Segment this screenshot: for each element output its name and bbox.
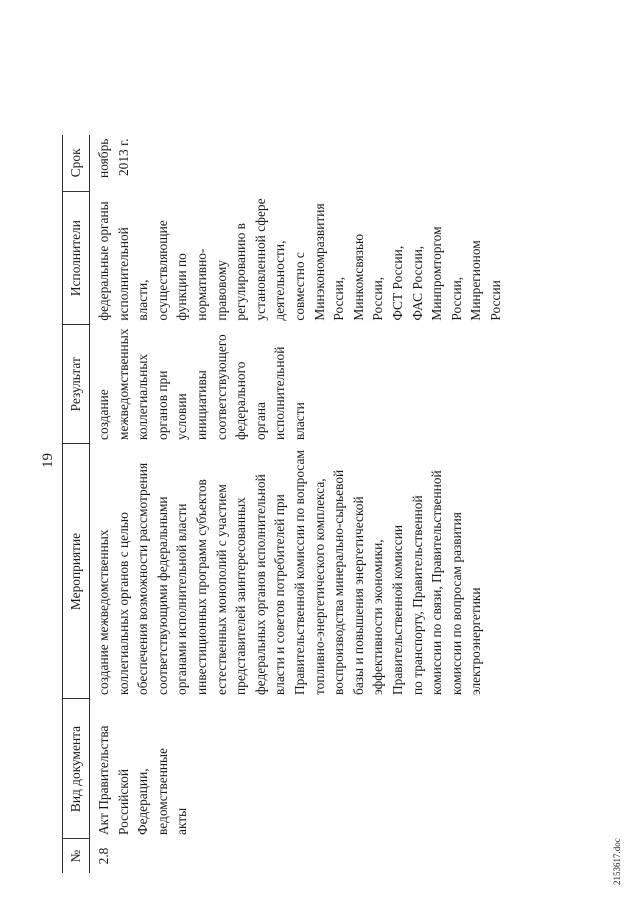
result-line: коллегиальных [135, 353, 151, 440]
executor-line: Минкомсвязью [350, 233, 366, 321]
result-line: инициативы [193, 370, 209, 440]
executor-line: совместно с [291, 252, 307, 321]
doc-type-line: акты [174, 807, 190, 835]
measure-line: инвестиционных программ субъектов [193, 479, 209, 695]
page-number: 19 [40, 453, 56, 468]
measure-line: власти и советов потребителей при [272, 494, 288, 695]
doc-type-line: Российской [115, 769, 131, 835]
executor-line: установленной сфере [252, 198, 268, 321]
measure-line: воспроизводства минерально-сырьевой [331, 469, 347, 695]
measure-line: органами исполнительной власти [174, 503, 190, 695]
result-line: создание [96, 389, 111, 440]
measure-line: комиссии по вопросам развития [448, 512, 464, 695]
header-executors: Исполнители [63, 192, 90, 325]
measures-table [62, 135, 505, 873]
executor-line: исполнительной [115, 227, 131, 321]
measure-line: базы и повышения энергетической [350, 496, 366, 695]
doc-type-line: ведомственные [154, 748, 170, 835]
executor-line: России [487, 280, 503, 321]
result-line: федерального [233, 361, 249, 440]
header-doc-type: Вид документа [63, 699, 90, 839]
table-header-row [63, 135, 90, 873]
result-cell [90, 325, 506, 444]
executor-line: нормативно- [193, 248, 209, 321]
executor-line: России, [370, 276, 386, 321]
measure-cell [90, 444, 506, 699]
measure-line: естественных монополий с участием [213, 484, 229, 695]
measure-line: по транспорту, Правительственной [409, 495, 425, 695]
doc-type-line: Федерации, [135, 768, 151, 835]
measure-line: электроэнергетики [468, 587, 484, 695]
measure-line: представителей заинтересованных [233, 497, 249, 695]
measure-line: Правительственной комиссии [389, 524, 405, 695]
table-row [90, 135, 506, 873]
measure-line: комиссии по связи, Правительственной [429, 470, 445, 695]
executor-line: деятельности, [272, 240, 288, 321]
executor-line: России, [448, 276, 464, 321]
result-line: органа [252, 402, 268, 440]
executor-line: Минрегионом [468, 240, 484, 321]
executor-line: ФАС России, [409, 245, 425, 321]
deadline-line: 2013 г. [115, 138, 131, 177]
deadline-line: ноябрь [96, 138, 111, 178]
measure-line: обеспечения возможности рассмотрения [135, 462, 151, 695]
measure-line: коллегиальных органов с целью [115, 512, 131, 695]
footer-file-name: 2153617.doc [612, 838, 622, 885]
executor-line: России, [331, 276, 347, 321]
result-line: власти [291, 402, 307, 440]
executor-line: осуществляющие [154, 220, 170, 321]
executor-line: Минэкономразвития [311, 203, 327, 321]
executor-line: Минпромторгом [429, 226, 445, 321]
result-line: условии [174, 393, 190, 440]
result-line: соответствующего [213, 334, 229, 440]
doc-type-line: Акт Правительства [96, 725, 111, 835]
row-number: 2.8 [96, 847, 111, 865]
executor-line: ФСТ России, [389, 245, 405, 321]
deadline-cell [90, 135, 506, 192]
measure-line: соответствующими федеральными [154, 496, 170, 695]
measure-line: эффективности экономики, [370, 539, 386, 695]
measure-line: топливно-энергетического комплекса, [311, 478, 327, 695]
header-deadline: Срок [63, 135, 90, 192]
executor-line: регулированию в [233, 223, 249, 321]
executor-line: правовому [213, 260, 229, 321]
measure-line: федеральных органов исполнительной [252, 474, 268, 695]
executor-line: функции по [174, 253, 190, 321]
result-line: межведомственных [115, 328, 131, 440]
doc-type-cell [90, 699, 506, 839]
measure-line: создание межведомственных [96, 529, 111, 695]
header-measure: Мероприятие [63, 444, 90, 699]
measure-line: Правительственной комиссии по вопросам [291, 450, 307, 695]
result-line: органов при [154, 370, 170, 440]
executor-line: власти, [135, 279, 151, 321]
result-line: исполнительной [272, 346, 288, 440]
header-result: Результат [63, 325, 90, 444]
executor-line: федеральные органы [96, 201, 111, 321]
header-no: № [63, 839, 90, 873]
executors-cell [90, 192, 506, 325]
